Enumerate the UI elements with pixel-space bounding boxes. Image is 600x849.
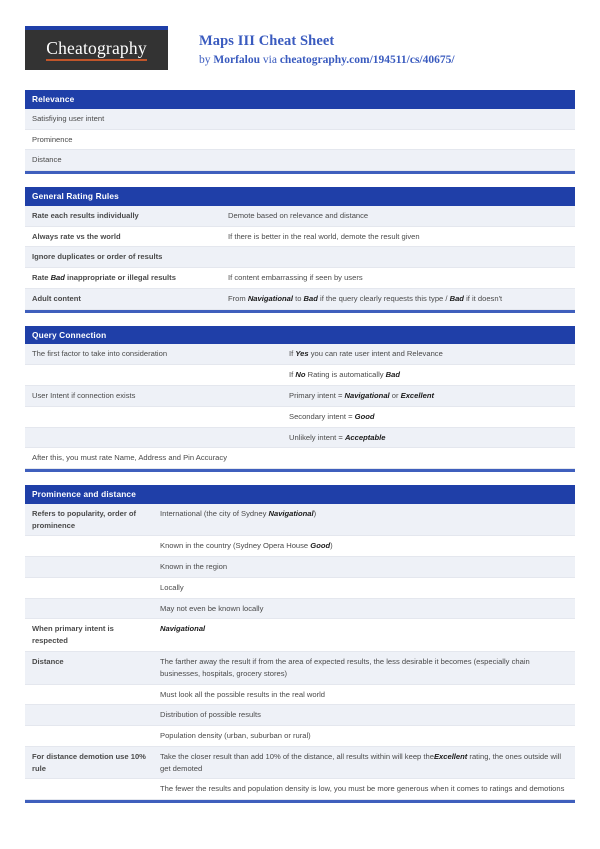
row-label: Satisfiying user intent [25, 109, 575, 129]
row-label [25, 779, 153, 800]
table-row [25, 365, 575, 386]
byline-via: via [260, 54, 280, 67]
row-value: Take the closer result than add 10% of the distance, all results within will keep theExcellent rating, the ones outside will get demoted [153, 746, 575, 779]
row-value: Locally [153, 577, 575, 598]
row-value: If there is better in the real world, demote the result given [221, 226, 575, 247]
row-label: The first factor to take into consideration [25, 344, 282, 364]
table-row [25, 268, 575, 289]
table-row [25, 577, 575, 598]
table-row [25, 651, 575, 684]
table-relevance [25, 109, 575, 171]
row-value: Known in the country (Sydney Opera House Good) [153, 536, 575, 557]
row-value: If Yes you can rate user intent and Relevance [282, 344, 575, 364]
row-label: After this, you must rate Name, Address and Pin Accuracy [25, 448, 575, 469]
section-query-connection [25, 326, 575, 472]
row-label [25, 598, 153, 619]
table-general-rating-rules [25, 206, 575, 310]
row-value: May not even be known locally [153, 598, 575, 619]
byline [199, 53, 455, 67]
table-row [25, 448, 575, 469]
section-header-relevance: Relevance [25, 90, 575, 109]
row-value: Navigational [153, 619, 575, 652]
row-label: Always rate vs the world [25, 226, 221, 247]
table-row [25, 779, 575, 800]
title-block [199, 26, 455, 68]
row-label [25, 536, 153, 557]
table-row [25, 557, 575, 578]
row-label [25, 365, 282, 386]
source-url-link[interactable]: cheatography.com/194511/cs/40675/ [279, 54, 455, 67]
row-value: Unlikely intent = Acceptable [282, 427, 575, 448]
row-label: For distance demotion use 10% rule [25, 746, 153, 779]
row-value: Population density (urban, suburban or rural) [153, 726, 575, 747]
table-row [25, 150, 575, 171]
row-value: Known in the region [153, 557, 575, 578]
row-value: The farther away the result if from the area of expected results, the less desirable it becomes (especially chain businesses, hospitals, grocery stores) [153, 651, 575, 684]
author-link[interactable]: Morfalou [213, 54, 261, 67]
table-row [25, 129, 575, 150]
row-label: Rate Bad inappropriate or illegal results [25, 268, 221, 289]
table-query-connection [25, 344, 575, 469]
cheatography-logo-text: Cheatography [46, 39, 147, 61]
row-label [25, 726, 153, 747]
section-header-prominence-and-distance: Prominence and distance [25, 485, 575, 504]
row-label: Distance [25, 651, 153, 684]
table-row [25, 386, 575, 407]
section-relevance [25, 90, 575, 174]
row-label: Prominence [25, 129, 575, 150]
row-label: Ignore duplicates or order of results [25, 247, 575, 268]
table-row [25, 109, 575, 129]
table-row [25, 705, 575, 726]
row-label [25, 577, 153, 598]
row-label [25, 557, 153, 578]
table-row [25, 344, 575, 364]
section-header-query-connection: Query Connection [25, 326, 575, 345]
row-value: From Navigational to Bad if the query clearly requests this type / Bad if it doesn't [221, 288, 575, 309]
row-label: User Intent if connection exists [25, 386, 282, 407]
section-prominence-and-distance [25, 485, 575, 803]
table-row [25, 598, 575, 619]
table-row [25, 206, 575, 226]
table-row [25, 726, 575, 747]
row-value: Demote based on relevance and distance [221, 206, 575, 226]
row-label: Refers to popularity, order of prominence [25, 504, 153, 536]
table-row [25, 427, 575, 448]
row-value: Primary intent = Navigational or Excellent [282, 386, 575, 407]
table-row [25, 226, 575, 247]
section-header-general-rating-rules: General Rating Rules [25, 187, 575, 206]
byline-prefix: by [199, 54, 214, 67]
table-row [25, 504, 575, 536]
table-prominence-and-distance [25, 504, 575, 800]
row-value: The fewer the results and population density is low, you must be more generous when it comes to ratings and demotions [153, 779, 575, 800]
row-value: If content embarrassing if seen by users [221, 268, 575, 289]
row-label [25, 684, 153, 705]
row-label: When primary intent is respected [25, 619, 153, 652]
table-row [25, 619, 575, 652]
table-row [25, 288, 575, 309]
page-title: Maps III Cheat Sheet [199, 33, 335, 49]
row-value: Distribution of possible results [153, 705, 575, 726]
table-row [25, 684, 575, 705]
section-general-rating-rules [25, 187, 575, 313]
cheat-sheet-body [0, 90, 600, 803]
row-label: Adult content [25, 288, 221, 309]
row-label: Rate each results individually [25, 206, 221, 226]
table-row [25, 406, 575, 427]
table-row [25, 247, 575, 268]
row-value: Must look all the possible results in the real world [153, 684, 575, 705]
row-value: International (the city of Sydney Navigational) [153, 504, 575, 536]
row-value: If No Rating is automatically Bad [282, 365, 575, 386]
row-value: Secondary intent = Good [282, 406, 575, 427]
row-label [25, 406, 282, 427]
row-label [25, 705, 153, 726]
row-label: Distance [25, 150, 575, 171]
table-row [25, 746, 575, 779]
page-header [0, 0, 600, 70]
row-label [25, 427, 282, 448]
table-row [25, 536, 575, 557]
cheatography-logo[interactable] [25, 26, 168, 70]
